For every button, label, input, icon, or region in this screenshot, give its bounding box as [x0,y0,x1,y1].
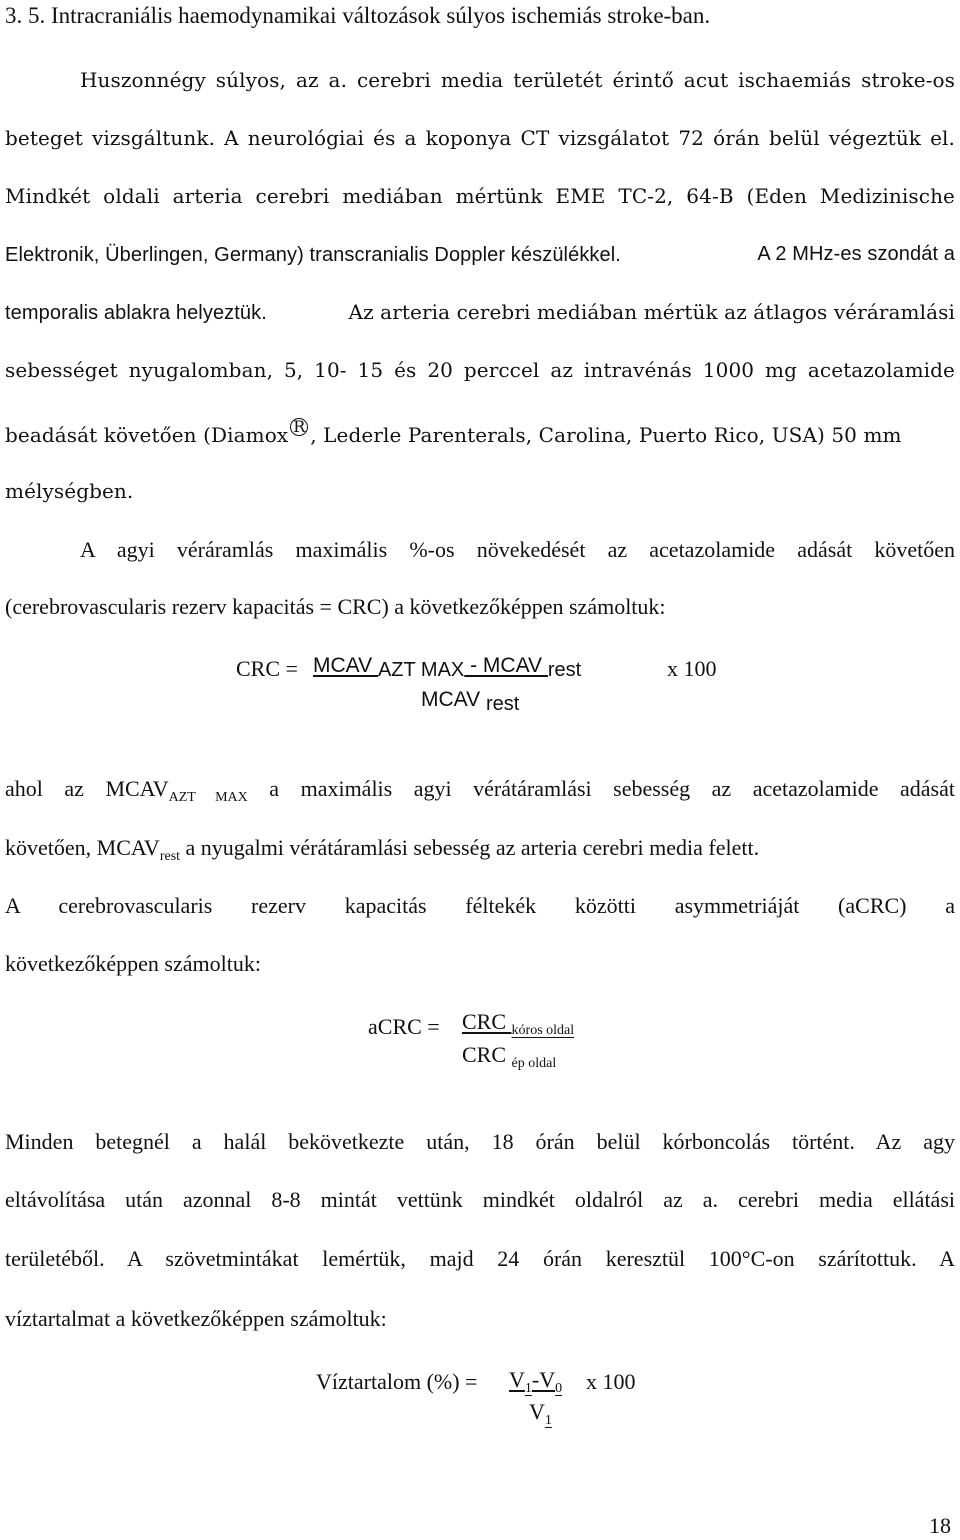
p1-line-6: sebességet nyugalomban, 5, 10- 15 és 20 perccel az intravénás 1000 mg acetazolamide [5,358,955,382]
crc-den-sub: rest [485,693,520,715]
p3-line-2 [5,834,955,871]
crc-num-b: - MCAV [464,654,548,677]
p5-line-3: területéből. A szövetmintákat lemértük, majd 24 órán keresztül 100°C-on szárítottuk. A [5,1246,955,1271]
p1-line-5b: Az arteria cerebri mediában mértük az átlagos véráramlási [348,300,955,324]
p1-line-7 [5,418,955,449]
p1-line-5 [5,298,955,327]
p3-l1b: a maximális agyi vérátáramlási sebesség az acetazolamide adását [247,776,955,801]
registered-mark: R [290,418,308,436]
p3-l1a: ahol az MCAV [5,776,169,801]
section-heading: 3. 5. Intracraniális haemodynamikai változások súlyos ischemiás stroke-ban. [5,3,711,28]
p1-line-4b: A 2 MHz-es szondát a [757,243,955,265]
p1-line-2: beteget vizsgáltunk. A neurológiai és a koponya CT vizsgálatot 72 órán belül végeztük el. [5,126,955,150]
water-formula-factor: x 100 [586,1369,636,1394]
acrc-formula-denominator [462,1041,556,1078]
p1-line-4 [5,240,955,269]
crc-formula-denominator [421,686,519,718]
p5-line-4: víztartalmat a következőképpen számoltuk: [5,1306,387,1331]
water-formula-denominator [529,1398,552,1435]
p4-line-2: következőképpen számoltuk: [5,951,261,976]
crc-num-b-sub: rest [547,659,582,681]
crc-formula-lhs: CRC = [236,656,298,681]
p5-line-2: eltávolítása után azonnal 8-8 mintát vettünk mindkét oldalról az a. cerebri media ellátási [5,1187,955,1212]
page-number: 18 [929,1513,951,1538]
p1-line-3: Mindkét oldali arteria cerebri mediában mértünk EME TC-2, 64-B (Eden Medizinische [5,184,955,208]
p1-line-8: mélységben. [5,479,134,503]
crc-num-a-sub: AZT MAX [377,659,465,681]
acrc-formula-numerator [462,1008,574,1045]
crc-den: MCAV [421,688,486,711]
p4-line-1: A cerebrovascularis rezerv kapacitás féltekék közötti asymmetriáját (aCRC) a [5,893,955,918]
water-num-b: -V [531,1367,556,1392]
acrc-den-sub: ép oldal [511,1056,557,1071]
crc-formula-numerator [313,652,581,684]
p2-line-1: A agyi véráramlás maximális %-os növekedését az acetazolamide adását követően [80,537,955,562]
p1-line-1: Huszonnégy súlyos, az a. cerebri media területét érintő acut ischaemiás stroke-os [80,68,955,92]
p1-line-4a: Elektronik, Überlingen, Germany) transcranialis Doppler készülékkel. [5,244,621,266]
water-num-a: V [509,1367,525,1392]
water-num-a-sub: 1 [524,1381,532,1396]
p3-line-1 [5,775,955,812]
p3-l1-sub: AZT MAX [168,790,248,805]
p3-l2-sub: rest [159,849,181,864]
p1-line-7a: beadását követően (Diamox [5,423,289,447]
acrc-formula-lhs: aCRC = [368,1014,440,1039]
p2-line-2: (cerebrovascularis rezerv kapacitás = CRC) a következőképpen számoltuk: [5,594,666,619]
p1-line-5a: temporalis ablakra helyeztük. [5,302,267,324]
p3-l2a: követően, MCAV [5,835,160,860]
crc-num-a: MCAV [313,654,378,677]
water-den: V [529,1399,545,1424]
water-formula-lhs: Víztartalom (%) = [316,1369,478,1394]
acrc-num: CRC [462,1009,512,1034]
water-num-b-sub: 0 [555,1381,563,1396]
crc-formula-factor: x 100 [667,656,717,681]
acrc-num-sub: kóros oldal [511,1023,575,1038]
p5-line-1: Minden betegnél a halál bekövetkezte után, 18 órán belül kórboncolás történt. Az agy [5,1129,955,1154]
acrc-den: CRC [462,1042,512,1067]
p1-line-7b: , Lederle Parenterals, Carolina, Puerto Rico, USA) 50 mm [310,423,902,447]
water-den-sub: 1 [544,1413,552,1428]
p3-l2b: a nyugalmi vérátáramlási sebesség az arteria cerebri media felett. [180,835,760,860]
